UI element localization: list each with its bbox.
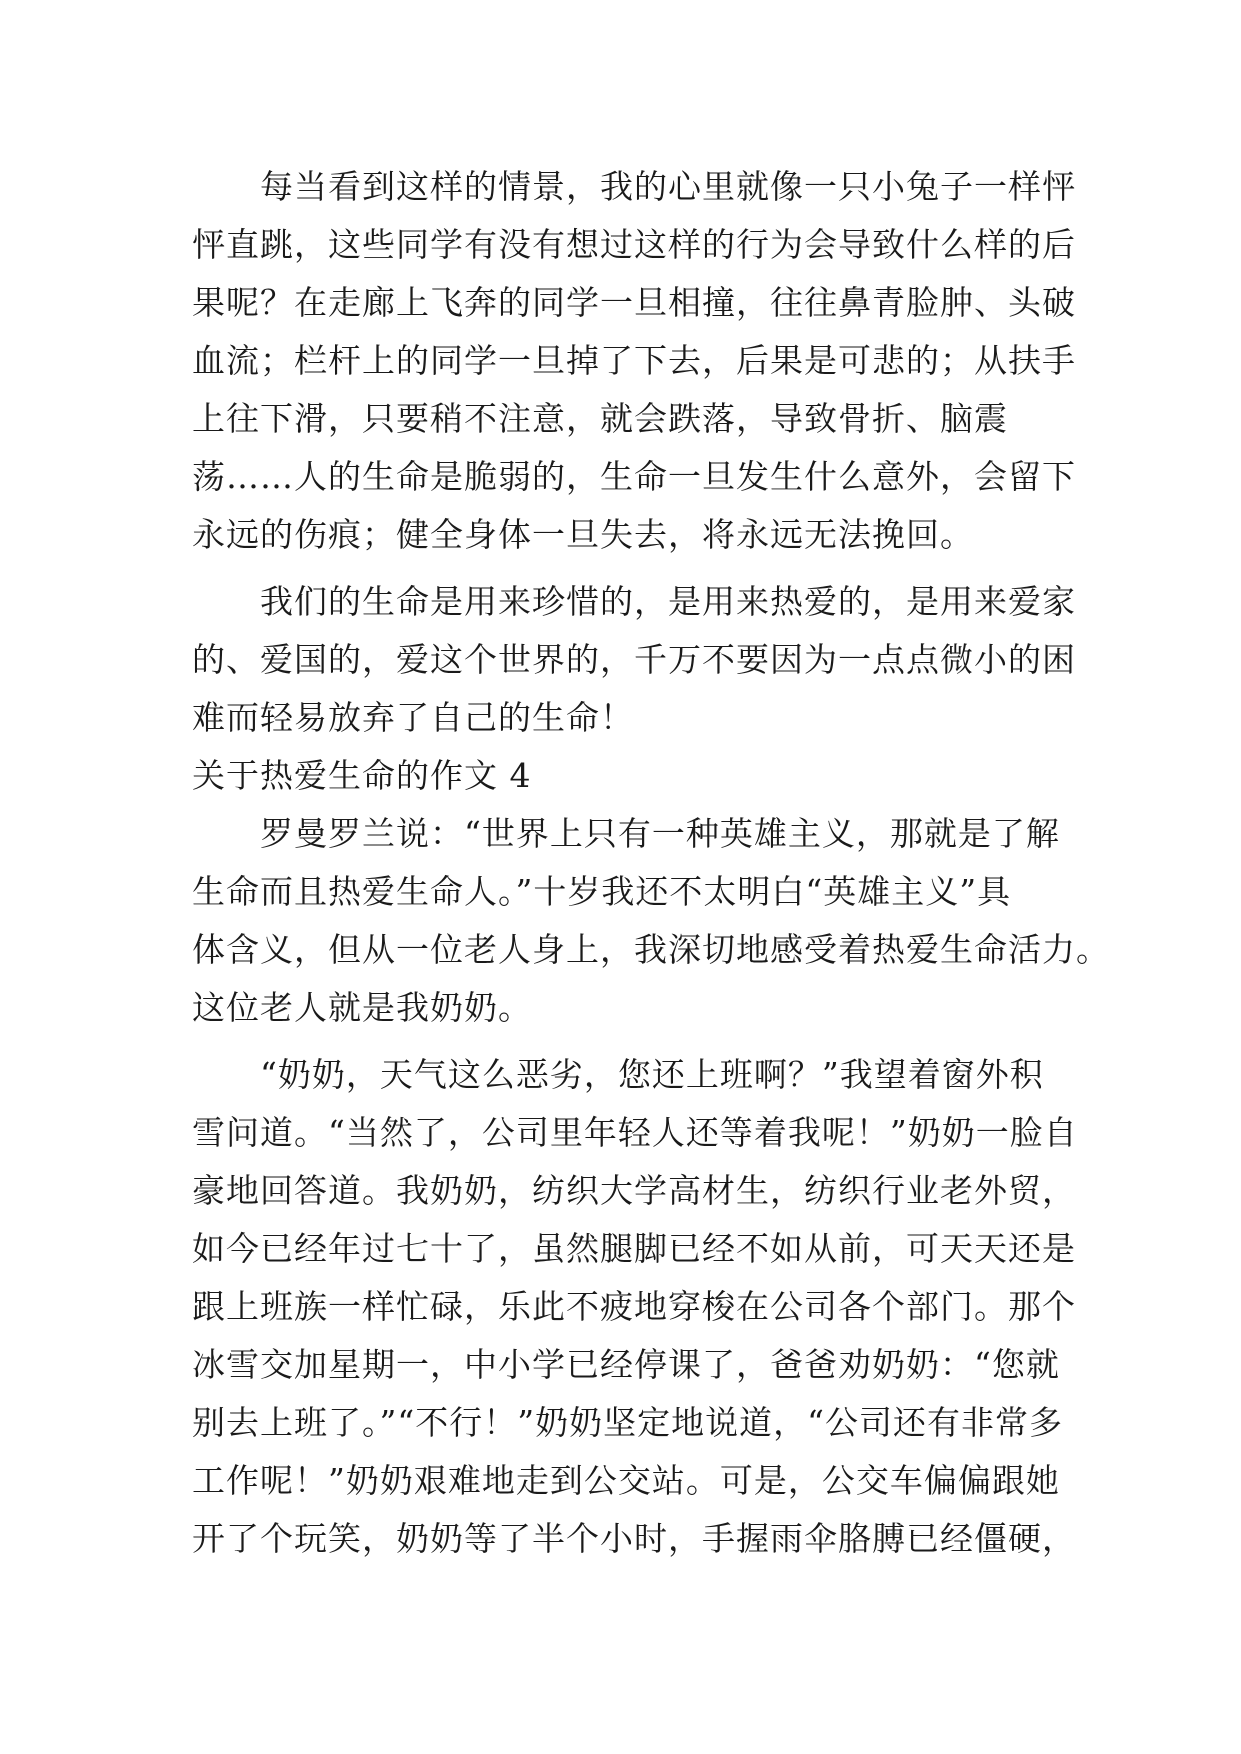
text-line: 跟上班族一样忙碌，乐此不疲地穿梭在公司各个部门。那个 (192, 1287, 1076, 1326)
paragraph-2 (192, 573, 1076, 747)
text-line: 生命而且热爱生命人。”十岁我还不太明白“英雄主义”具 (192, 872, 1012, 911)
paragraph-3 (192, 805, 1110, 1037)
text-line: 豪地回答道。我奶奶，纺织大学高材生，纺织行业老外贸， (192, 1171, 1076, 1210)
text-line: 每当看到这样的情景，我的心里就像一只小兔子一样怦 (192, 167, 1076, 206)
text-line: 永远的伤痕；健全身体一旦失去，将永远无法挽回。 (192, 515, 974, 554)
text-line: 血流；栏杆上的同学一旦掉了下去，后果是可悲的；从扶手 (192, 341, 1076, 380)
text-line: 的、爱国的，爱这个世界的，千万不要因为一点点微小的困 (192, 640, 1076, 679)
text-line: 果呢？在走廊上飞奔的同学一旦相撞，往往鼻青脸肿、头破 (192, 283, 1076, 322)
text-line: 这位老人就是我奶奶。 (192, 988, 532, 1027)
text-line: 我们的生命是用来珍惜的，是用来热爱的，是用来爱家 (192, 582, 1076, 621)
text-line: 工作呢！”奶奶艰难地走到公交站。可是，公交车偏偏跟她 (192, 1461, 1060, 1500)
text-line: 体含义，但从一位老人身上，我深切地感受着热爱生命活力。 (192, 930, 1110, 969)
text-line: 难而轻易放弃了自己的生命！ (192, 698, 634, 737)
document-body (192, 158, 1110, 1568)
text-line: 别去上班了。”“不行！”奶奶坚定地说道，“公司还有非常多 (192, 1403, 1063, 1442)
text-line: 冰雪交加星期一，中小学已经停课了，爸爸劝奶奶：“您就 (192, 1345, 1060, 1384)
text-line: 怦直跳，这些同学有没有想过这样的行为会导致什么样的后 (192, 225, 1076, 264)
text-line: 如今已经年过七十了，虽然腿脚已经不如从前，可天天还是 (192, 1229, 1076, 1268)
paragraph-4 (192, 1046, 1078, 1568)
text-line: 荡……人的生命是脆弱的，生命一旦发生什么意外，会留下 (192, 457, 1076, 496)
paragraph-1 (192, 158, 1076, 564)
text-line: 罗曼罗兰说：“世界上只有一种英雄主义，那就是了解 (192, 814, 1060, 853)
text-line: 开了个玩笑，奶奶等了半个小时，手握雨伞胳膊已经僵硬， (192, 1519, 1076, 1558)
text-line: 雪问道。“当然了，公司里年轻人还等着我呢！”奶奶一脸自 (192, 1113, 1078, 1152)
section-heading: 关于热爱生命的作文 4 (192, 756, 532, 795)
text-line: 上往下滑，只要稍不注意，就会跌落，导致骨折、脑震 (192, 399, 1008, 438)
text-line: “奶奶，天气这么恶劣，您还上班啊？”我望着窗外积 (192, 1055, 1044, 1094)
